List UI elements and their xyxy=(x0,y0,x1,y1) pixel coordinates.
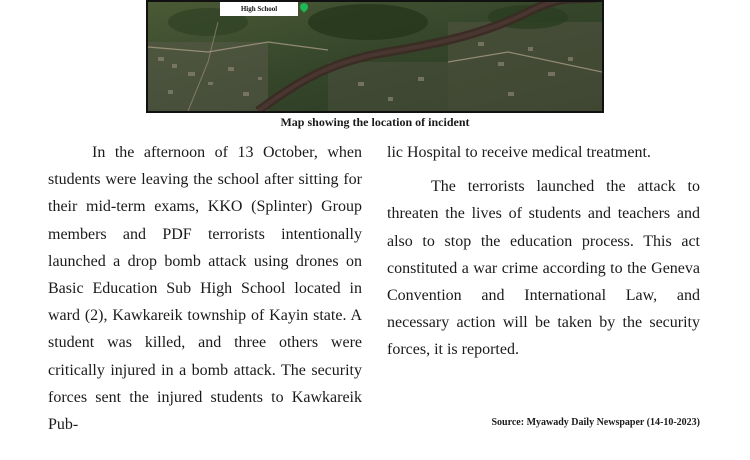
article-column-right xyxy=(387,139,700,364)
satellite-imagery xyxy=(148,2,602,111)
article-paragraph-1: In the afternoon of 13 October, when students were leaving the school after sitting for their mid-term exams, KKO (Splinter) Group members and PDF terrorists intentionally launched a drop bomb attack using drones on Basic Education Sub High School located in ward (2), Kawkareik township of Kayin state. A student was killed, and three others were critically injured in a bomb attack. The security forces sent the injured students to Kawkareik Pub- xyxy=(48,144,362,434)
article-paragraph-1-continuation: lic Hospital to receive medical treatment. xyxy=(387,144,651,161)
article-column-left xyxy=(48,139,362,438)
incident-location-map xyxy=(146,0,604,113)
article-paragraph-2: The terrorists launched the attack to threaten the lives of students and teachers and also to stop the education process. This act constituted a war crime according to the Geneva Convention and International Law, and necessary action will be taken by the security forces, it is reported. xyxy=(387,178,700,359)
source-credit: Source: Myawady Daily Newspaper (14-10-2023) xyxy=(491,417,700,428)
map-caption: Map showing the location of incident xyxy=(280,115,470,129)
map-marker-label: High School xyxy=(220,2,298,16)
